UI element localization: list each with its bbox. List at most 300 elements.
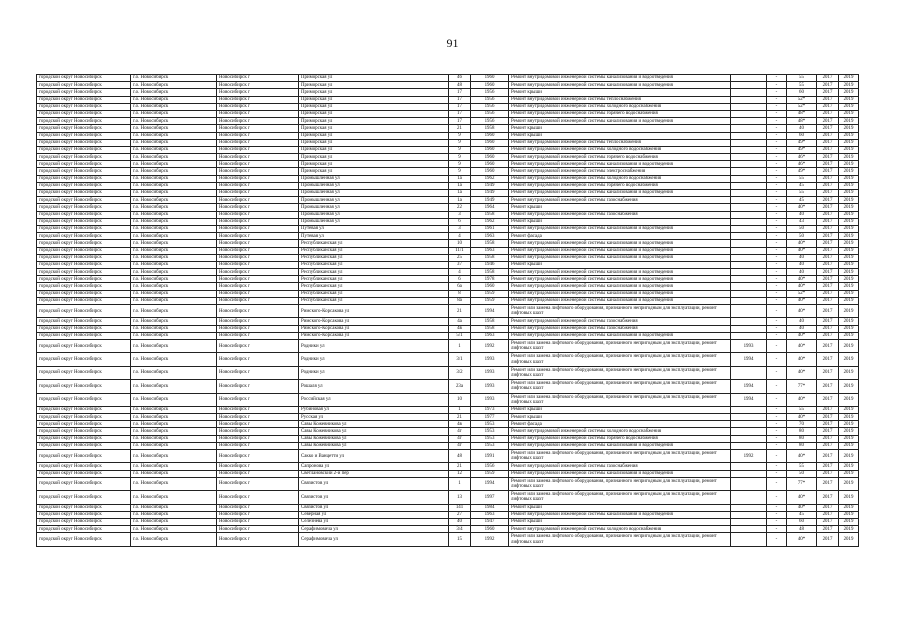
okrug-cell: городской округ Новосибирск [37, 182, 131, 189]
dash-cell: - [767, 290, 787, 297]
plan-year-end-cell: 2019 [839, 297, 859, 304]
service-life-cell: 49* [787, 146, 817, 153]
work-cell: Ремонт фасада [509, 421, 731, 428]
dash-cell: - [767, 269, 787, 276]
table-row [37, 332, 859, 339]
mo-cell: г.о. Новосибирск [131, 276, 217, 283]
dash-cell: - [767, 132, 787, 139]
service-life-cell: 40* [787, 276, 817, 283]
plan-year-start-cell: 2017 [817, 211, 839, 218]
plan-year-end-cell: 2019 [839, 406, 859, 413]
plan-year-end-cell: 2019 [839, 428, 859, 435]
service-life-cell: 80 [787, 428, 817, 435]
house-cell: 9 [449, 139, 471, 146]
plan-year-end-cell: 2019 [839, 269, 859, 276]
year-cell: 1993 [471, 353, 509, 366]
work-cell: Ремонт крыши [509, 261, 731, 268]
service-life-cell: 40 [787, 125, 817, 132]
table-row [37, 269, 859, 276]
house-cell: 9 [449, 168, 471, 175]
year2-cell [731, 175, 767, 182]
dash-cell: - [767, 247, 787, 254]
year-cell: 1946 [471, 261, 509, 268]
year-cell: 1958 [471, 269, 509, 276]
house-cell: 10 [449, 393, 471, 406]
house-cell: 10 [449, 240, 471, 247]
service-life-cell: 77* [787, 380, 817, 393]
year-cell: 1953 [471, 435, 509, 442]
service-life-cell: 50 [787, 225, 817, 232]
year-cell: 1960 [471, 132, 509, 139]
year-cell: 1953 [471, 442, 509, 449]
dash-cell: - [767, 393, 787, 406]
year2-cell [731, 247, 767, 254]
dash-cell: - [767, 182, 787, 189]
house-cell: 3/4 [449, 526, 471, 533]
year2-cell [731, 146, 767, 153]
plan-year-end-cell: 2019 [839, 190, 859, 197]
service-life-cell: 40* [787, 332, 817, 339]
table-row [37, 518, 859, 525]
table-row [37, 75, 859, 82]
work-cell: Ремонт крыши [509, 414, 731, 421]
plan-year-end-cell: 2019 [839, 233, 859, 240]
plan-year-end-cell: 2019 [839, 118, 859, 125]
dash-cell: - [767, 240, 787, 247]
plan-year-start-cell: 2017 [817, 393, 839, 406]
street-cell: Приморская ул [299, 132, 449, 139]
work-cell: Ремонт или замена лифтового оборудования, признанного непригодным для эксплуатации, ремонт лифтовых шахт [509, 305, 731, 318]
work-cell: Ремонт внутридомовой инженерной системы канализования и водоотведения [509, 254, 731, 261]
year-cell: 1953 [471, 428, 509, 435]
service-life-cell: 40* [787, 204, 817, 211]
year-cell: 1960 [471, 161, 509, 168]
work-cell: Ремонт внутридомовой инженерной системы канализования и водоотведения [509, 332, 731, 339]
dash-cell: - [767, 261, 787, 268]
city-cell: Новосибирск г [217, 297, 299, 304]
city-cell: Новосибирск г [217, 339, 299, 352]
street-cell: Республиканская ул [299, 297, 449, 304]
street-cell: Связистов ул [299, 477, 449, 490]
okrug-cell: городской округ Новосибирск [37, 103, 131, 110]
mo-cell: г.о. Новосибирск [131, 504, 217, 511]
city-cell: Новосибирск г [217, 318, 299, 325]
dash-cell: - [767, 89, 787, 96]
okrug-cell: городской округ Новосибирск [37, 269, 131, 276]
year-cell: 1963 [471, 511, 509, 518]
work-cell: Ремонт внутридомовой инженерной системы канализования и водоотведения [509, 511, 731, 518]
service-life-cell: 52* [787, 103, 817, 110]
plan-year-start-cell: 2017 [817, 504, 839, 511]
year2-cell [731, 139, 767, 146]
plan-year-start-cell: 2017 [817, 533, 839, 546]
table-row [37, 125, 859, 132]
work-cell: Ремонт внутридомовой инженерной системы канализования и водоотведения [509, 247, 731, 254]
house-cell: 1 [449, 339, 471, 352]
house-cell: 17 [449, 103, 471, 110]
mo-cell: г.о. Новосибирск [131, 450, 217, 463]
dash-cell: - [767, 204, 787, 211]
year-cell: 1958 [471, 254, 509, 261]
street-cell: Промышленная ул [299, 197, 449, 204]
mo-cell: г.о. Новосибирск [131, 197, 217, 204]
work-cell: Ремонт или замена лифтового оборудования, признанного непригодным для эксплуатации, ремонт лифтовых шахт [509, 450, 731, 463]
service-life-cell: 40* [787, 504, 817, 511]
plan-year-end-cell: 2019 [839, 75, 859, 82]
plan-year-start-cell: 2017 [817, 297, 839, 304]
plan-year-end-cell: 2019 [839, 491, 859, 504]
street-cell: Савы Кожевникова ул [299, 442, 449, 449]
work-cell: Ремонт внутридомовой инженерной системы канализования и водоотведения [509, 290, 731, 297]
year2-cell [731, 233, 767, 240]
year2-cell [731, 103, 767, 110]
okrug-cell: городской округ Новосибирск [37, 261, 131, 268]
plan-year-start-cell: 2017 [817, 75, 839, 82]
mo-cell: г.о. Новосибирск [131, 406, 217, 413]
mo-cell: г.о. Новосибирск [131, 125, 217, 132]
service-life-cell: 40* [787, 240, 817, 247]
table-row [37, 96, 859, 103]
year2-cell [731, 526, 767, 533]
street-cell: Связистов ул [299, 504, 449, 511]
house-cell: 4а [449, 318, 471, 325]
okrug-cell: городской округ Новосибирск [37, 118, 131, 125]
okrug-cell: городской округ Новосибирск [37, 96, 131, 103]
house-cell: 4г [449, 435, 471, 442]
street-cell: Промышленная ул [299, 175, 449, 182]
okrug-cell: городской округ Новосибирск [37, 533, 131, 546]
city-cell: Новосибирск г [217, 450, 299, 463]
dash-cell: - [767, 511, 787, 518]
okrug-cell: городской округ Новосибирск [37, 290, 131, 297]
plan-year-end-cell: 2019 [839, 477, 859, 490]
work-cell: Ремонт внутридомовой инженерной системы канализования и водоотведения [509, 283, 731, 290]
city-cell: Новосибирск г [217, 204, 299, 211]
plan-year-start-cell: 2017 [817, 82, 839, 89]
year-cell: 1960 [471, 146, 509, 153]
year2-cell [731, 211, 767, 218]
plan-year-end-cell: 2019 [839, 103, 859, 110]
street-cell: Приморская ул [299, 168, 449, 175]
mo-cell: г.о. Новосибирск [131, 161, 217, 168]
plan-year-start-cell: 2017 [817, 421, 839, 428]
okrug-cell: городской округ Новосибирск [37, 233, 131, 240]
year2-cell [731, 154, 767, 161]
dash-cell: - [767, 305, 787, 318]
city-cell: Новосибирск г [217, 110, 299, 117]
service-life-cell: 55 [787, 75, 817, 82]
service-life-cell: 40* [787, 305, 817, 318]
street-cell: Северная ул [299, 511, 449, 518]
house-cell: 46 [449, 75, 471, 82]
street-cell: Приморская ул [299, 118, 449, 125]
year-cell: 1949 [471, 197, 509, 204]
service-life-cell: 52* [787, 290, 817, 297]
year2-cell [731, 414, 767, 421]
street-cell: Приморская ул [299, 161, 449, 168]
table-row [37, 470, 859, 477]
street-cell: Серафимовича ул [299, 533, 449, 546]
year2-cell [731, 318, 767, 325]
city-cell: Новосибирск г [217, 428, 299, 435]
year-cell: 1956 [471, 103, 509, 110]
city-cell: Новосибирск г [217, 168, 299, 175]
work-cell: Ремонт внутридомовой инженерной системы канализования и водоотведения [509, 161, 731, 168]
plan-year-start-cell: 2017 [817, 218, 839, 225]
year2-cell [731, 261, 767, 268]
house-cell: 37 [449, 261, 471, 268]
dash-cell: - [767, 82, 787, 89]
plan-year-end-cell: 2019 [839, 182, 859, 189]
city-cell: Новосибирск г [217, 366, 299, 379]
okrug-cell: городской округ Новосибирск [37, 393, 131, 406]
year-cell: 1991 [471, 450, 509, 463]
plan-year-end-cell: 2019 [839, 325, 859, 332]
plan-year-start-cell: 2017 [817, 406, 839, 413]
okrug-cell: городской округ Новосибирск [37, 75, 131, 82]
table-row [37, 118, 859, 125]
plan-year-end-cell: 2019 [839, 247, 859, 254]
year-cell: 1994 [471, 477, 509, 490]
city-cell: Новосибирск г [217, 146, 299, 153]
okrug-cell: городской округ Новосибирск [37, 406, 131, 413]
okrug-cell: городской округ Новосибирск [37, 339, 131, 352]
year2-cell [731, 406, 767, 413]
year-cell: 1963 [471, 332, 509, 339]
year2-cell [731, 190, 767, 197]
table-row [37, 103, 859, 110]
okrug-cell: городской округ Новосибирск [37, 353, 131, 366]
dash-cell: - [767, 414, 787, 421]
street-cell: Римского-Корсакова ул [299, 332, 449, 339]
plan-year-start-cell: 2017 [817, 325, 839, 332]
mo-cell: г.о. Новосибирск [131, 118, 217, 125]
okrug-cell: городской округ Новосибирск [37, 161, 131, 168]
dash-cell: - [767, 75, 787, 82]
table-row [37, 276, 859, 283]
mo-cell: г.о. Новосибирск [131, 190, 217, 197]
service-life-cell: 50 [787, 470, 817, 477]
year2-cell [731, 75, 767, 82]
table-row [37, 435, 859, 442]
work-cell: Ремонт или замена лифтового оборудования, признанного непригодным для эксплуатации, ремонт лифтовых шахт [509, 353, 731, 366]
street-cell: Римского-Корсакова ул [299, 305, 449, 318]
plan-year-start-cell: 2017 [817, 518, 839, 525]
okrug-cell: городской округ Новосибирск [37, 511, 131, 518]
street-cell: Республиканская ул [299, 261, 449, 268]
street-cell: Рошаля ул [299, 380, 449, 393]
work-cell: Ремонт или замена лифтового оборудования, признанного непригодным для эксплуатации, ремонт лифтовых шахт [509, 380, 731, 393]
house-cell: 9 [449, 146, 471, 153]
dash-cell: - [767, 325, 787, 332]
year-cell: 1958 [471, 325, 509, 332]
service-life-cell: 55 [787, 406, 817, 413]
table-row [37, 406, 859, 413]
city-cell: Новосибирск г [217, 161, 299, 168]
table-row [37, 82, 859, 89]
house-cell: 6 [449, 276, 471, 283]
plan-year-start-cell: 2017 [817, 414, 839, 421]
table-row [37, 182, 859, 189]
year-cell: 1956 [471, 96, 509, 103]
plan-year-start-cell: 2017 [817, 110, 839, 117]
plan-year-end-cell: 2019 [839, 146, 859, 153]
year2-cell [731, 290, 767, 297]
plan-year-start-cell: 2017 [817, 318, 839, 325]
plan-year-end-cell: 2019 [839, 518, 859, 525]
city-cell: Новосибирск г [217, 154, 299, 161]
dash-cell: - [767, 254, 787, 261]
plan-year-end-cell: 2019 [839, 161, 859, 168]
house-cell: 9 [449, 154, 471, 161]
page-number: 91 [446, 36, 459, 50]
okrug-cell: городской округ Новосибирск [37, 504, 131, 511]
work-cell: Ремонт внутридомовой инженерной системы канализования и водоотведения [509, 190, 731, 197]
work-cell: Ремонт внутридомовой инженерной системы теплоснабжения [509, 139, 731, 146]
service-life-cell: 40* [787, 450, 817, 463]
okrug-cell: городской округ Новосибирск [37, 380, 131, 393]
year2-cell [731, 89, 767, 96]
plan-year-end-cell: 2019 [839, 89, 859, 96]
house-cell: 1 [449, 406, 471, 413]
work-cell: Ремонт внутридомовой инженерной системы газоснабжения [509, 211, 731, 218]
plan-year-start-cell: 2017 [817, 96, 839, 103]
table-row [37, 261, 859, 268]
year2-cell [731, 504, 767, 511]
year2-cell [731, 305, 767, 318]
year-cell: 1993 [471, 380, 509, 393]
work-cell: Ремонт внутридомовой инженерной системы канализования и водоотведения [509, 82, 731, 89]
mo-cell: г.о. Новосибирск [131, 366, 217, 379]
year-cell: 1956 [471, 463, 509, 470]
house-cell: 17 [449, 118, 471, 125]
plan-year-start-cell: 2017 [817, 89, 839, 96]
plan-year-end-cell: 2019 [839, 442, 859, 449]
service-life-cell: 40 [787, 254, 817, 261]
okrug-cell: городской округ Новосибирск [37, 197, 131, 204]
house-cell: 21 [449, 125, 471, 132]
dash-cell: - [767, 450, 787, 463]
plan-year-end-cell: 2019 [839, 305, 859, 318]
city-cell: Новосибирск г [217, 325, 299, 332]
plan-year-start-cell: 2017 [817, 491, 839, 504]
house-cell: 8а [449, 297, 471, 304]
year2-cell [731, 332, 767, 339]
work-cell: Ремонт внутридомовой инженерной системы канализования и водоотведения [509, 442, 731, 449]
table-row [37, 297, 859, 304]
house-cell: 23а [449, 380, 471, 393]
work-cell: Ремонт фасада [509, 233, 731, 240]
mo-cell: г.о. Новосибирск [131, 325, 217, 332]
city-cell: Новосибирск г [217, 96, 299, 103]
street-cell: Савы Кожевникова ул [299, 435, 449, 442]
dash-cell: - [767, 518, 787, 525]
dash-cell: - [767, 233, 787, 240]
service-life-cell: 49* [787, 168, 817, 175]
service-life-cell: 48* [787, 118, 817, 125]
year-cell: 1956 [471, 89, 509, 96]
year-cell: 1973 [471, 406, 509, 413]
table-row [37, 190, 859, 197]
plan-year-end-cell: 2019 [839, 421, 859, 428]
year-cell: 1956 [471, 110, 509, 117]
street-cell: Сапронова ул [299, 463, 449, 470]
year-cell: 1992 [471, 533, 509, 546]
service-life-cell: 40* [787, 339, 817, 352]
mo-cell: г.о. Новосибирск [131, 254, 217, 261]
house-cell: 141 [449, 504, 471, 511]
plan-year-end-cell: 2019 [839, 511, 859, 518]
dash-cell: - [767, 146, 787, 153]
service-life-cell: 40* [787, 353, 817, 366]
house-cell: 3/1 [449, 353, 471, 366]
work-cell: Ремонт внутридомовой инженерной системы электроснабжения [509, 168, 731, 175]
street-cell: Римского-Корсакова ул [299, 325, 449, 332]
street-cell: Связистов ул [299, 491, 449, 504]
okrug-cell: городской округ Новосибирск [37, 139, 131, 146]
service-life-cell: 43 [787, 218, 817, 225]
mo-cell: г.о. Новосибирск [131, 526, 217, 533]
city-cell: Новосибирск г [217, 470, 299, 477]
plan-year-start-cell: 2017 [817, 526, 839, 533]
mo-cell: г.о. Новосибирск [131, 428, 217, 435]
house-cell: 1а [449, 182, 471, 189]
work-cell: Ремонт крыши [509, 504, 731, 511]
city-cell: Новосибирск г [217, 276, 299, 283]
table-row [37, 393, 859, 406]
year-cell: 1960 [471, 139, 509, 146]
okrug-cell: городской округ Новосибирск [37, 110, 131, 117]
table-row [37, 339, 859, 352]
plan-year-end-cell: 2019 [839, 366, 859, 379]
house-cell: 48 [449, 450, 471, 463]
plan-year-end-cell: 2019 [839, 414, 859, 421]
table-row [37, 366, 859, 379]
service-life-cell: 55 [787, 463, 817, 470]
okrug-cell: городской округ Новосибирск [37, 450, 131, 463]
work-cell: Ремонт внутридомовой инженерной системы холодного водоснабжения [509, 526, 731, 533]
table-row [37, 428, 859, 435]
house-cell: 25 [449, 254, 471, 261]
year2-cell [731, 463, 767, 470]
dash-cell: - [767, 477, 787, 490]
plan-year-end-cell: 2019 [839, 132, 859, 139]
house-cell: 8 [449, 290, 471, 297]
dash-cell: - [767, 96, 787, 103]
year2-cell [731, 182, 767, 189]
house-cell: 3 [449, 225, 471, 232]
house-cell: 17 [449, 96, 471, 103]
city-cell: Новосибирск г [217, 125, 299, 132]
table-row [37, 526, 859, 533]
service-life-cell: 55 [787, 175, 817, 182]
year2-cell [731, 435, 767, 442]
year2-cell [731, 161, 767, 168]
dash-cell: - [767, 103, 787, 110]
work-cell: Ремонт внутридомовой инженерной системы газоснабжения [509, 197, 731, 204]
street-cell: Приморская ул [299, 139, 449, 146]
city-cell: Новосибирск г [217, 132, 299, 139]
year-cell: 1977 [471, 414, 509, 421]
plan-year-end-cell: 2019 [839, 211, 859, 218]
city-cell: Новосибирск г [217, 393, 299, 406]
city-cell: Новосибирск г [217, 197, 299, 204]
mo-cell: г.о. Новосибирск [131, 225, 217, 232]
table-row [37, 353, 859, 366]
mo-cell: г.о. Новосибирск [131, 477, 217, 490]
year2-cell [731, 197, 767, 204]
plan-year-start-cell: 2017 [817, 190, 839, 197]
